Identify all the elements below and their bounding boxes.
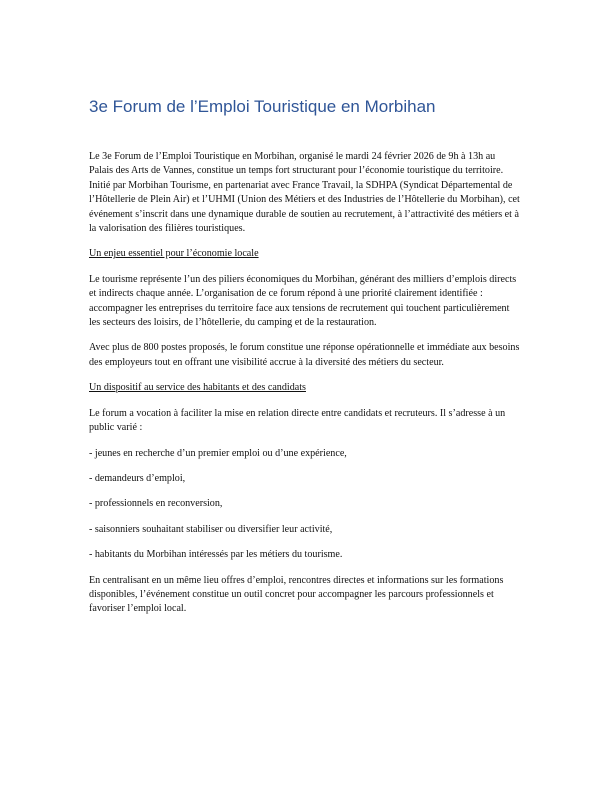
section-heading-candidates: Un dispositif au service des habitants et des candidats <box>89 382 306 394</box>
closing-paragraph: En centralisant en un même lieu offres d’emploi, rencontres directes et informations sur les formations disponibles, l’événement constitue un outil concret pour accompagner les parcours professionnels et favoriser l’emploi local. <box>89 574 504 615</box>
audience-list-item: - habitants du Morbihan intéressés par les métiers du tourisme. <box>89 549 343 561</box>
document-title: 3e Forum de l’Emploi Touristique en Morbihan <box>89 97 436 116</box>
audience-list-item: - saisonniers souhaitant stabiliser ou diversifier leur activité, <box>89 523 333 535</box>
section-heading-economy: Un enjeu essentiel pour l’économie locale <box>89 248 259 260</box>
document-content <box>89 94 521 628</box>
audience-list-item: - jeunes en recherche d’un premier emploi ou d’une expérience, <box>89 447 347 459</box>
intro-paragraph: Le 3e Forum de l’Emploi Touristique en Morbihan, organisé le mardi 24 février 2026 de 9h à 13h au Palais des Arts de Vannes, constitue un temps fort structurant pour l’économie touristique du territoire. Initié par Morbihan Tourisme, en partenariat avec France Travail, la SDHPA (Syndicat Départemental de l’Hôtellerie de Plein Air) et l’UHMI (Union des Métiers et des Industries de l’Hôtellerie du Morbihan), cet événement s’inscrit dans une dynamique durable de soutien au recrutement, à l’attractivité des métiers et à la valorisation des filières touristiques. <box>89 151 520 235</box>
economy-paragraph-1: Le tourisme représente l’un des piliers économiques du Morbihan, générant des milliers d’emplois directs et indirects chaque année. L’organisation de ce forum répond à une priorité clairement identifiée : accompagner les entreprises du territoire face aux tensions de recrutement qui touchent particulièrement les secteurs des loisirs, de l’hôtellerie, du camping et de la restauration. <box>89 273 517 329</box>
candidates-intro-paragraph: Le forum a vocation à faciliter la mise en relation directe entre candidats et recruteurs. Il s’adresse à un public varié : <box>89 407 506 434</box>
audience-list-item: - professionnels en reconversion, <box>89 498 223 510</box>
audience-list-item: - demandeurs d’emploi, <box>89 472 186 484</box>
economy-paragraph-2: Avec plus de 800 postes proposés, le forum constitue une réponse opérationnelle et immédiate aux besoins des employeurs tout en offrant une visibilité accrue à la diversité des métiers du secteur. <box>89 342 520 368</box>
